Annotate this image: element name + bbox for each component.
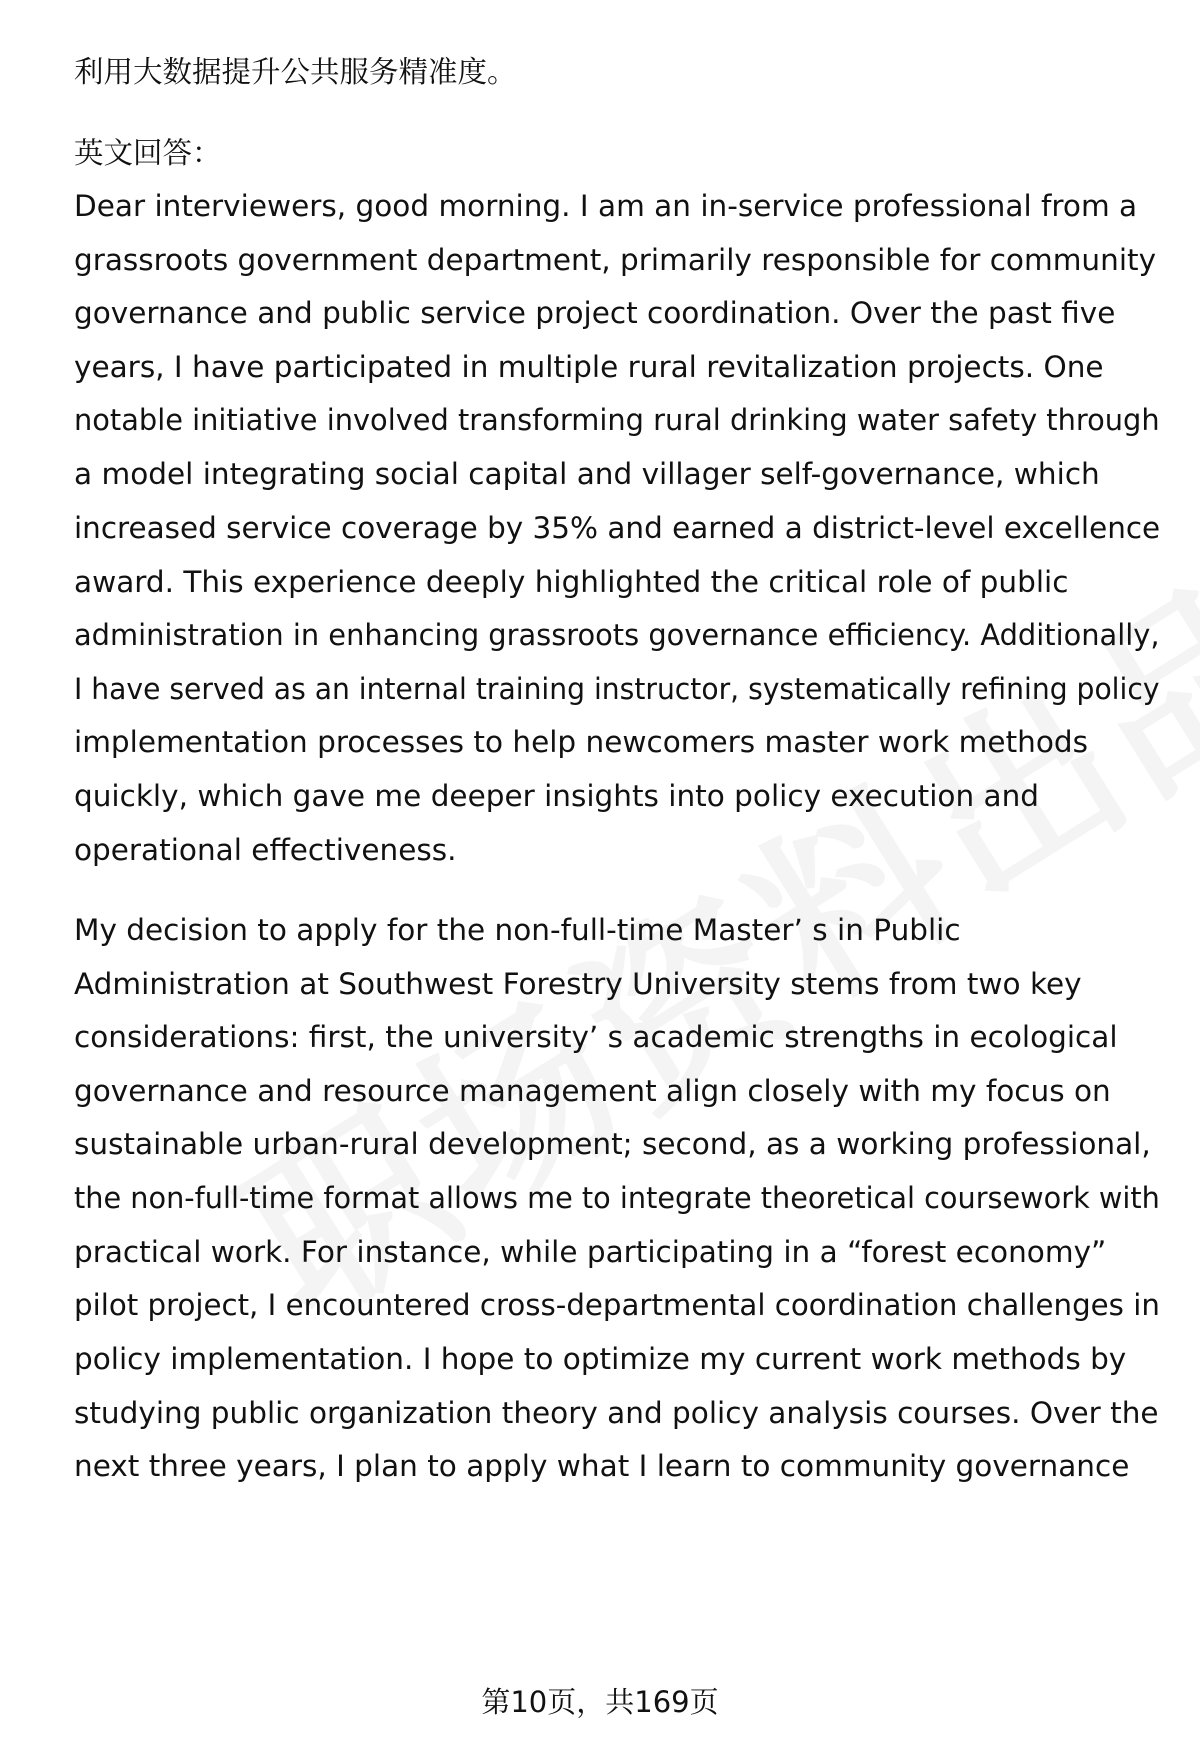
paragraph-2-line: policy implementation. I hope to optimize my current work methods by <box>74 1342 1127 1376</box>
paragraph-1-line: governance and public service project coordination. Over the past five <box>74 296 1116 330</box>
paragraph-2-line: Administration at Southwest Forestry University stems from two key <box>74 967 1082 1001</box>
paragraph-2-line: the non-full-time format allows me to integrate theoretical coursework with <box>74 1181 1160 1215</box>
paragraph-2-line: practical work. For instance, while participating in a “forest economy” <box>74 1235 1107 1269</box>
paragraph-1-line: years, I have participated in multiple rural revitalization projects. One <box>74 350 1104 384</box>
paragraph-1-line: increased service coverage by 35% and earned a district-level excellence <box>74 511 1161 545</box>
paragraph-1-line: quickly, which gave me deeper insights into policy execution and <box>74 779 1040 813</box>
paragraph-1-line: grassroots government department, primarily responsible for community <box>74 243 1157 277</box>
paragraph-1-line: Dear interviewers, good morning. I am an in-service professional from a <box>74 189 1138 223</box>
paragraph-2-line: pilot project, I encountered cross-departmental coordination challenges in <box>74 1288 1160 1322</box>
paragraph-1-line: I have served as an internal training instructor, systematically refining policy <box>74 672 1160 706</box>
paragraph-2-line: next three years, I plan to apply what I learn to community governance <box>74 1449 1130 1483</box>
paragraph-1-line: operational effectiveness. <box>74 833 457 867</box>
paragraph-2-line: My decision to apply for the non-full-time Master’ s in Public <box>74 913 961 947</box>
section-heading: 英文回答： <box>74 136 222 170</box>
paragraph-1-line: implementation processes to help newcomers master work methods <box>74 725 1088 759</box>
paragraph-2-line: sustainable urban-rural development; second, as a working professional, <box>74 1127 1151 1161</box>
text-line-intro: 利用大数据提升公共服务精准度。 <box>74 55 517 89</box>
page-number: 第10页，共169页 <box>481 1685 719 1719</box>
paragraph-1-line: notable initiative involved transforming rural drinking water safety through <box>74 403 1160 437</box>
paragraph-1-line: a model integrating social capital and villager self-governance, which <box>74 457 1100 491</box>
paragraph-2-line: governance and resource management align closely with my focus on <box>74 1074 1111 1108</box>
paragraph-1-line: administration in enhancing grassroots governance efficiency. Additionally, <box>74 618 1160 652</box>
paragraph-2-line: considerations: first, the university’ s academic strengths in ecological <box>74 1020 1118 1054</box>
paragraph-1-line: award. This experience deeply highlighted the critical role of public <box>74 565 1069 599</box>
paragraph-2-line: studying public organization theory and policy analysis courses. Over the <box>74 1396 1159 1430</box>
